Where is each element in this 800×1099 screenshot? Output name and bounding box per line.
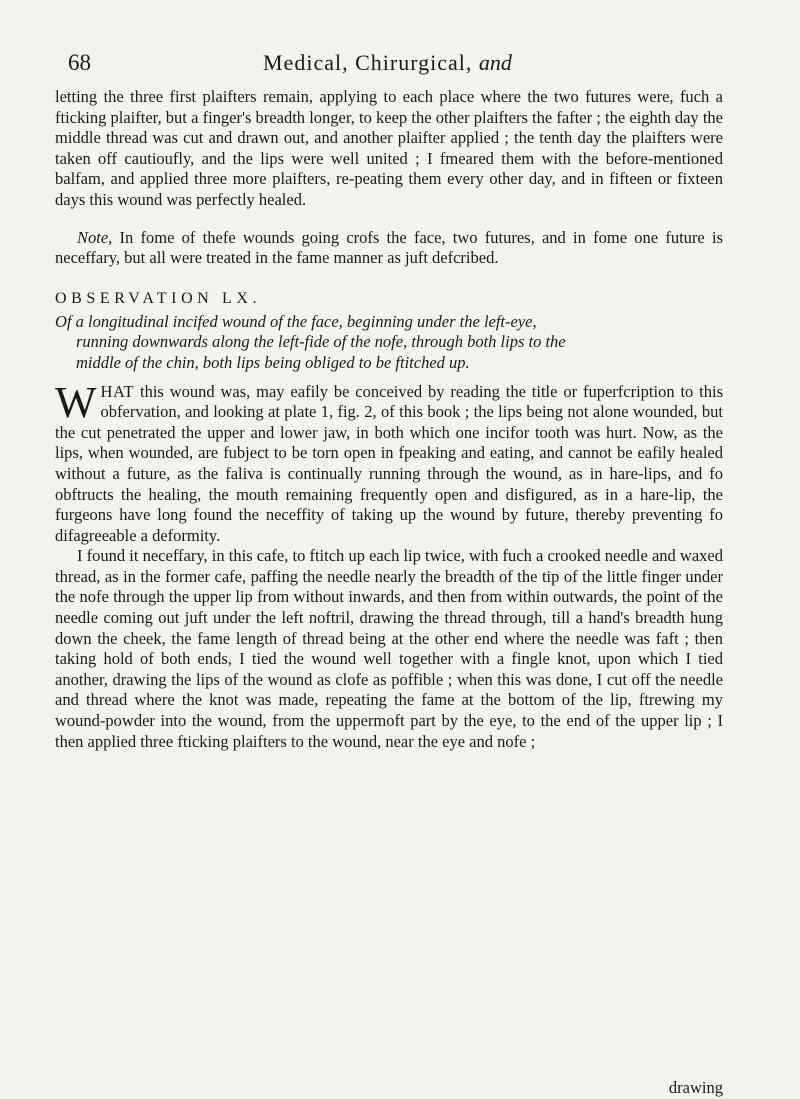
running-head-caps: Medical, Chirurgical, xyxy=(263,50,473,75)
title-line: middle of the chin, both lips being obliged to be ftitched up. xyxy=(76,352,470,372)
drop-cap: W xyxy=(55,377,97,427)
page-header xyxy=(68,50,740,86)
opening-caps: HAT xyxy=(100,381,135,401)
paragraph-continued: letting the three first plaifters remain, applying to each place where the two futures were, fuch a fticking plaifter, but a finger's breadth longer, to keep the other plaifters the fafter ; the eighth day the middle thread was cut and drawn out, and another plaifter applied ; the tenth day the plaifters were taken off cautioufly, and the lips were well united ; I fmeared them with the before-mentioned balfam, and applied three more plaifters, re-peating them every other day, and in fifteen or fixteen days this wound was perfectly healed. xyxy=(55,87,723,209)
note-label: Note, xyxy=(77,227,113,247)
title-line: Of a longitudinal incifed wound of the face, beginning under the left-eye, xyxy=(55,311,537,331)
paragraph-text: this wound was, may eafily be conceived by reading the title or fuperfcription to this obfervation, and looking at plate 1, fig. 2, of this book ; the lips being not alone wounded, but the cut penetrated the upper and lower jaw, in both which one incifor tooth was hurt. Now, as the lips, when wounded, are fubject to be torn open in fpeaking and eating, and cannot be eafily healed without a future, as the faliva is continually running through the wound, as in hare-lips, and fo obftructs the healing, the mouth remaining frequently open and disfigured, as in a hare-lip, the furgeons have long found the neceffity of taking up the wound by future, thereby preventing fo difagreeable a deformity. xyxy=(55,381,723,545)
catchword: drawing xyxy=(668,1078,723,1097)
body-text xyxy=(55,87,723,1097)
observation-heading: OBSERVATION LX. xyxy=(55,289,262,307)
observation-title xyxy=(55,312,723,374)
running-head-italic: and xyxy=(478,50,512,75)
title-line: running downwards along the left-fide of the nofe, through both lips to the xyxy=(76,332,566,352)
note-paragraph xyxy=(55,228,723,269)
observation-paragraph xyxy=(55,377,723,547)
page-number: 68 xyxy=(68,50,91,75)
running-head xyxy=(263,50,512,76)
paragraph: I found it neceffary, in this cafe, to ftitch up each lip twice, with fuch a crooked needle and waxed thread, as in the former cafe, paffing the needle nearly the breadth of the tip of the little finger under the nofe through the upper lip from without inwards, and then from within outwards, the point of the needle coming out juft under the left noftril, drawing the thread through, till a hand's breadth hung down the cheek, the fame length of thread being at the other end where the needle was faft ; then taking hold of both ends, I tied the wound well together with a fingle knot, upon which I tied another, drawing the lips of the wound as clofe as poffible ; when this was done, I cut off the needle and thread where the knot was made, repeating the fame at the bottom of the lip, ftrewing my wound-powder into the wound, from the uppermoft part by the eye, to the end of the upper lip ; I then applied three fticking plaifters to the wound, near the eye and nofe ; xyxy=(55,546,723,751)
note-text: In fome of thefe wounds going crofs the face, two futures, and in fome one future is neceffary, but all were treated in the fame manner as juft defcribed. xyxy=(55,227,723,268)
